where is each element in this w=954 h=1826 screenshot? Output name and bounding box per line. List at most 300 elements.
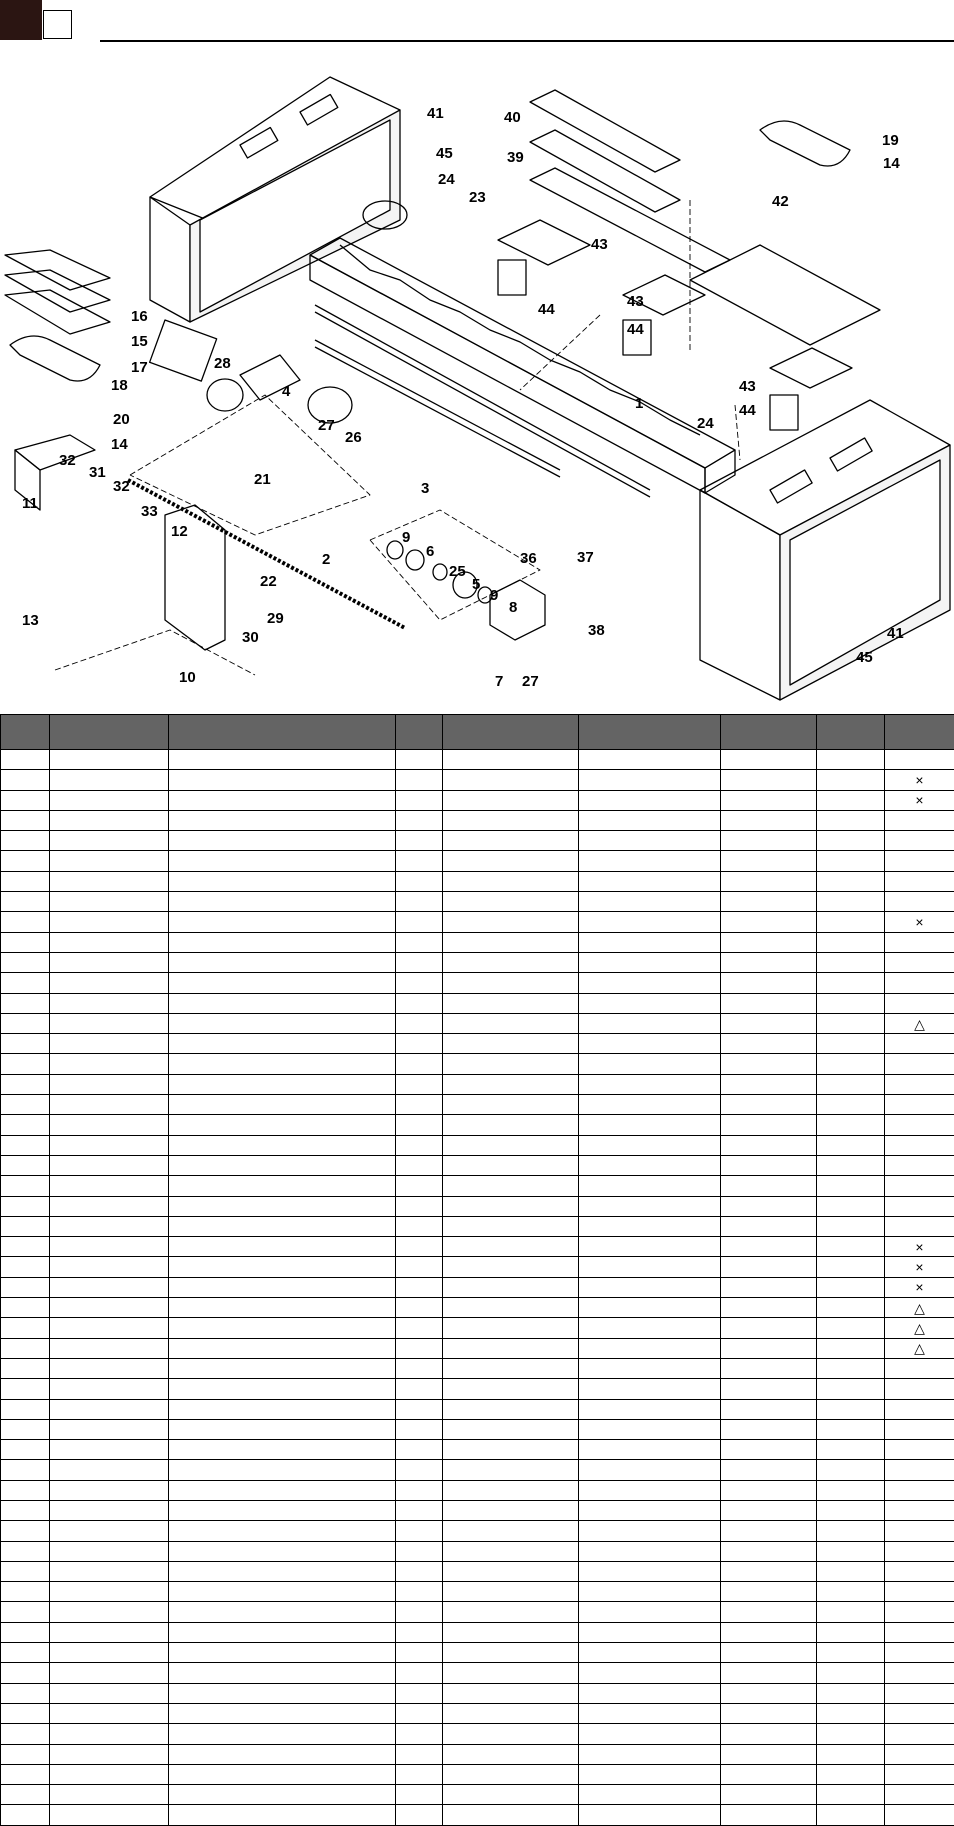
table-cell bbox=[396, 1521, 443, 1541]
plate-42-lower bbox=[690, 245, 880, 345]
table-cell bbox=[885, 1541, 954, 1561]
table-cell bbox=[721, 1500, 817, 1520]
table-cell bbox=[50, 1318, 169, 1338]
table-cell bbox=[579, 1521, 721, 1541]
table-row bbox=[1, 1095, 954, 1115]
table-cell bbox=[721, 831, 817, 851]
cable-carrier-lower bbox=[10, 336, 100, 381]
table-cell bbox=[579, 1399, 721, 1419]
table-cell bbox=[50, 1561, 169, 1581]
table-cell bbox=[169, 1744, 396, 1764]
table-row bbox=[1, 1703, 954, 1723]
table-cell bbox=[817, 1480, 885, 1500]
table-cell bbox=[579, 1744, 721, 1764]
table-row bbox=[1, 1622, 954, 1642]
table-cell bbox=[443, 1135, 579, 1155]
table-row bbox=[1, 750, 954, 770]
table-cell bbox=[817, 1095, 885, 1115]
table-cell bbox=[885, 871, 954, 891]
col-header bbox=[721, 715, 817, 750]
table-cell bbox=[817, 1257, 885, 1277]
table-cell bbox=[721, 810, 817, 830]
table-cell bbox=[50, 932, 169, 952]
table-cell bbox=[169, 790, 396, 810]
table-cell bbox=[169, 1013, 396, 1033]
table-cell bbox=[443, 1277, 579, 1297]
table-cell bbox=[50, 1805, 169, 1825]
table-cell bbox=[885, 1358, 954, 1378]
table-cell bbox=[885, 1419, 954, 1439]
table-cell bbox=[169, 912, 396, 932]
table-cell bbox=[396, 892, 443, 912]
table-cell bbox=[885, 1095, 954, 1115]
exploded-parts-diagram bbox=[0, 50, 954, 710]
table-cell bbox=[50, 1460, 169, 1480]
table-cell bbox=[885, 1196, 954, 1216]
table-cell bbox=[817, 1724, 885, 1744]
table-cell bbox=[721, 1338, 817, 1358]
table-cell bbox=[1, 1257, 50, 1277]
table-cell bbox=[443, 1724, 579, 1744]
table-cell bbox=[50, 1622, 169, 1642]
table-cell bbox=[885, 1663, 954, 1683]
table-cell bbox=[579, 1237, 721, 1257]
table-cell bbox=[579, 1155, 721, 1175]
table-cell bbox=[443, 1521, 579, 1541]
table-row bbox=[1, 1500, 954, 1520]
table-cell bbox=[885, 1764, 954, 1784]
table-cell bbox=[579, 1135, 721, 1155]
table-cell bbox=[1, 1054, 50, 1074]
table-cell bbox=[1, 1764, 50, 1784]
table-cell bbox=[721, 1622, 817, 1642]
table-row bbox=[1, 810, 954, 830]
table-cell bbox=[169, 851, 396, 871]
table-cell bbox=[443, 1379, 579, 1399]
table-row bbox=[1, 912, 954, 932]
table-cell bbox=[1, 1135, 50, 1155]
table-cell bbox=[396, 952, 443, 972]
table-cell bbox=[50, 1277, 169, 1297]
table-cell bbox=[817, 1135, 885, 1155]
table-cell bbox=[1, 1216, 50, 1236]
table-row bbox=[1, 790, 954, 810]
table-cell bbox=[396, 912, 443, 932]
table-cell bbox=[579, 1054, 721, 1074]
col-header bbox=[1, 715, 50, 750]
table-cell bbox=[169, 1703, 396, 1723]
table-cell bbox=[443, 1034, 579, 1054]
table-cell bbox=[579, 1683, 721, 1703]
table-cell bbox=[396, 1764, 443, 1784]
table-cell bbox=[396, 993, 443, 1013]
table-cell bbox=[579, 932, 721, 952]
table-row bbox=[1, 1541, 954, 1561]
mark-cell: × bbox=[885, 1277, 954, 1297]
table-cell bbox=[885, 750, 954, 770]
table-cell bbox=[579, 1561, 721, 1581]
table-cell bbox=[817, 1663, 885, 1683]
table-cell bbox=[721, 1460, 817, 1480]
callout-7: 7 bbox=[495, 673, 503, 690]
table-cell bbox=[1, 1643, 50, 1663]
table-cell bbox=[885, 1480, 954, 1500]
table-cell bbox=[817, 1318, 885, 1338]
table-row bbox=[1, 892, 954, 912]
parts-list-table bbox=[0, 714, 954, 1826]
table-cell bbox=[50, 1338, 169, 1358]
table-cell bbox=[721, 1013, 817, 1033]
table-cell bbox=[1, 1724, 50, 1744]
table-cell bbox=[721, 1034, 817, 1054]
table-cell bbox=[443, 1216, 579, 1236]
table-cell bbox=[579, 1379, 721, 1399]
table-cell bbox=[396, 1440, 443, 1460]
callout-25: 25 bbox=[449, 563, 466, 580]
table-cell bbox=[396, 750, 443, 770]
table-cell bbox=[50, 1643, 169, 1663]
table-cell bbox=[579, 1764, 721, 1784]
table-cell bbox=[817, 1764, 885, 1784]
table-cell bbox=[50, 1013, 169, 1033]
table-cell bbox=[579, 1440, 721, 1460]
callout-16: 16 bbox=[131, 308, 148, 325]
table-cell bbox=[721, 1561, 817, 1581]
table-cell bbox=[579, 871, 721, 891]
table-cell bbox=[169, 1115, 396, 1135]
table-cell bbox=[50, 912, 169, 932]
table-cell bbox=[885, 851, 954, 871]
table-cell bbox=[443, 1440, 579, 1460]
table-cell bbox=[721, 1155, 817, 1175]
table-cell bbox=[169, 1541, 396, 1561]
table-cell bbox=[817, 1176, 885, 1196]
table-cell bbox=[579, 892, 721, 912]
table-cell bbox=[50, 1095, 169, 1115]
table-cell bbox=[721, 1663, 817, 1683]
table-cell bbox=[50, 1135, 169, 1155]
table-cell bbox=[817, 1500, 885, 1520]
table-cell bbox=[169, 1480, 396, 1500]
table-cell bbox=[443, 1561, 579, 1581]
table-cell bbox=[50, 1582, 169, 1602]
table-cell bbox=[579, 1176, 721, 1196]
table-cell bbox=[721, 1582, 817, 1602]
table-cell bbox=[169, 993, 396, 1013]
table-cell bbox=[443, 1115, 579, 1135]
table-cell bbox=[579, 790, 721, 810]
table-cell bbox=[817, 1216, 885, 1236]
table-cell bbox=[396, 1237, 443, 1257]
table-cell bbox=[443, 1663, 579, 1683]
table-cell bbox=[1, 1460, 50, 1480]
table-cell bbox=[169, 750, 396, 770]
cover-17 bbox=[5, 290, 110, 334]
callout-32: 32 bbox=[113, 478, 130, 495]
table-cell bbox=[169, 1216, 396, 1236]
table-cell bbox=[443, 1013, 579, 1033]
cable-carrier-upper bbox=[760, 121, 850, 166]
callout-44: 44 bbox=[538, 301, 555, 318]
table-cell bbox=[443, 1318, 579, 1338]
col-header bbox=[817, 715, 885, 750]
table-cell bbox=[396, 1257, 443, 1277]
table-cell bbox=[817, 810, 885, 830]
table-row bbox=[1, 1460, 954, 1480]
table-cell bbox=[817, 1643, 885, 1663]
table-cell bbox=[579, 831, 721, 851]
callout-13: 13 bbox=[22, 612, 39, 629]
table-cell bbox=[50, 1379, 169, 1399]
table-cell bbox=[443, 1785, 579, 1805]
table-cell bbox=[817, 1196, 885, 1216]
table-cell bbox=[169, 1785, 396, 1805]
table-cell bbox=[1, 1785, 50, 1805]
table-cell bbox=[579, 810, 721, 830]
table-cell bbox=[721, 1277, 817, 1297]
callout-41: 41 bbox=[427, 105, 444, 122]
col-header bbox=[50, 715, 169, 750]
callout-15: 15 bbox=[131, 333, 148, 350]
callout-14: 14 bbox=[111, 436, 128, 453]
table-cell bbox=[169, 770, 396, 790]
table-cell bbox=[721, 1318, 817, 1338]
table-cell bbox=[721, 1095, 817, 1115]
table-cell bbox=[443, 1074, 579, 1094]
table-cell bbox=[817, 1541, 885, 1561]
table-cell bbox=[1, 1582, 50, 1602]
table-row bbox=[1, 993, 954, 1013]
table-cell bbox=[1, 1074, 50, 1094]
table-cell bbox=[721, 1744, 817, 1764]
table-row bbox=[1, 1724, 954, 1744]
table-cell bbox=[169, 1155, 396, 1175]
table-cell bbox=[443, 952, 579, 972]
callout-36: 36 bbox=[520, 550, 537, 567]
table-cell bbox=[169, 1643, 396, 1663]
table-cell bbox=[817, 871, 885, 891]
table-cell bbox=[169, 1602, 396, 1622]
table-cell bbox=[721, 1176, 817, 1196]
table-cell bbox=[1, 1338, 50, 1358]
table-cell bbox=[579, 1034, 721, 1054]
table-cell bbox=[396, 1115, 443, 1135]
table-cell bbox=[169, 1318, 396, 1338]
callout-21: 21 bbox=[254, 471, 271, 488]
callout-1: 1 bbox=[635, 395, 643, 412]
linear-guide-upper bbox=[315, 305, 650, 490]
table-cell bbox=[50, 1785, 169, 1805]
table-row bbox=[1, 1643, 954, 1663]
table-cell bbox=[1, 1358, 50, 1378]
table-cell bbox=[579, 912, 721, 932]
table-cell bbox=[169, 973, 396, 993]
table-cell bbox=[579, 1663, 721, 1683]
table-cell bbox=[721, 932, 817, 952]
table-cell bbox=[169, 892, 396, 912]
table-cell bbox=[721, 1054, 817, 1074]
table-cell bbox=[817, 1115, 885, 1135]
table-cell bbox=[396, 1561, 443, 1581]
table-cell bbox=[169, 871, 396, 891]
table-cell bbox=[443, 1643, 579, 1663]
table-cell bbox=[885, 1643, 954, 1663]
table-cell bbox=[1, 1237, 50, 1257]
table-cell bbox=[721, 1440, 817, 1460]
table-row bbox=[1, 1318, 954, 1338]
table-cell bbox=[579, 770, 721, 790]
table-row bbox=[1, 1013, 954, 1033]
mark-cell: △ bbox=[885, 1298, 954, 1318]
table-cell bbox=[396, 1034, 443, 1054]
table-cell bbox=[721, 1724, 817, 1744]
callout-27: 27 bbox=[522, 673, 539, 690]
table-cell bbox=[1, 790, 50, 810]
table-cell bbox=[885, 1135, 954, 1155]
table-cell bbox=[50, 810, 169, 830]
table-cell bbox=[721, 892, 817, 912]
table-cell bbox=[885, 1440, 954, 1460]
table-cell bbox=[50, 1115, 169, 1135]
table-cell bbox=[443, 1703, 579, 1723]
callout-24: 24 bbox=[697, 415, 714, 432]
mark-cell: × bbox=[885, 1257, 954, 1277]
callout-6: 6 bbox=[426, 543, 434, 560]
table-cell bbox=[817, 1034, 885, 1054]
table-row bbox=[1, 1237, 954, 1257]
table-cell bbox=[169, 1561, 396, 1581]
table-cell bbox=[579, 1703, 721, 1723]
table-cell bbox=[579, 750, 721, 770]
table-cell bbox=[443, 1582, 579, 1602]
table-cell bbox=[1, 1440, 50, 1460]
table-cell bbox=[721, 1419, 817, 1439]
callout-3: 3 bbox=[421, 480, 429, 497]
table-cell bbox=[1, 1622, 50, 1642]
table-cell bbox=[579, 1602, 721, 1622]
callout-44: 44 bbox=[627, 321, 644, 338]
table-cell bbox=[169, 1805, 396, 1825]
table-cell bbox=[721, 1521, 817, 1541]
table-cell bbox=[169, 1521, 396, 1541]
table-cell bbox=[396, 1135, 443, 1155]
table-row bbox=[1, 1034, 954, 1054]
table-cell bbox=[443, 750, 579, 770]
table-cell bbox=[169, 1237, 396, 1257]
plate-42-upper bbox=[530, 168, 730, 272]
table-cell bbox=[817, 1399, 885, 1419]
table-cell bbox=[579, 1805, 721, 1825]
table-cell bbox=[169, 1419, 396, 1439]
table-cell bbox=[1, 1399, 50, 1419]
table-cell bbox=[817, 1054, 885, 1074]
table-cell bbox=[885, 1379, 954, 1399]
table-cell bbox=[443, 1480, 579, 1500]
table-cell bbox=[885, 973, 954, 993]
table-row bbox=[1, 770, 954, 790]
housing-4 bbox=[240, 355, 300, 400]
table-row bbox=[1, 1785, 954, 1805]
callout-42: 42 bbox=[772, 193, 789, 210]
table-cell bbox=[1, 1176, 50, 1196]
callout-41: 41 bbox=[887, 625, 904, 642]
callout-29: 29 bbox=[267, 610, 284, 627]
table-cell bbox=[885, 1683, 954, 1703]
table-cell bbox=[721, 1602, 817, 1622]
table-cell bbox=[885, 831, 954, 851]
callout-10: 10 bbox=[179, 669, 196, 686]
table-cell bbox=[721, 1358, 817, 1378]
table-cell bbox=[721, 790, 817, 810]
table-cell bbox=[443, 973, 579, 993]
table-cell bbox=[817, 1379, 885, 1399]
table-cell bbox=[396, 1602, 443, 1622]
table-cell bbox=[50, 1440, 169, 1460]
callout-18: 18 bbox=[111, 377, 128, 394]
table-cell bbox=[817, 831, 885, 851]
table-cell bbox=[443, 1500, 579, 1520]
table-cell bbox=[579, 1013, 721, 1033]
table-cell bbox=[396, 790, 443, 810]
table-cell bbox=[885, 892, 954, 912]
table-row bbox=[1, 1602, 954, 1622]
callout-23: 23 bbox=[469, 189, 486, 206]
callout-44: 44 bbox=[739, 402, 756, 419]
part-21 bbox=[207, 379, 243, 411]
table-row bbox=[1, 1521, 954, 1541]
bracket-11 bbox=[15, 435, 95, 470]
table-cell bbox=[579, 1724, 721, 1744]
table-cell bbox=[1, 973, 50, 993]
table-cell bbox=[169, 1683, 396, 1703]
table-cell bbox=[817, 1744, 885, 1764]
table-cell bbox=[817, 1358, 885, 1378]
table-cell bbox=[721, 1216, 817, 1236]
table-cell bbox=[1, 1155, 50, 1175]
header-rule bbox=[100, 40, 954, 42]
callout-33: 33 bbox=[141, 503, 158, 520]
table-cell bbox=[396, 1358, 443, 1378]
table-cell bbox=[817, 952, 885, 972]
table-cell bbox=[817, 1460, 885, 1480]
table-cell bbox=[443, 1602, 579, 1622]
callout-24: 24 bbox=[438, 171, 455, 188]
table-row bbox=[1, 1155, 954, 1175]
table-cell bbox=[579, 1582, 721, 1602]
table-cell bbox=[885, 932, 954, 952]
table-cell bbox=[1, 993, 50, 1013]
table-cell bbox=[396, 1663, 443, 1683]
table-cell bbox=[579, 1338, 721, 1358]
table-cell bbox=[1, 932, 50, 952]
table-cell bbox=[169, 1622, 396, 1642]
table-cell bbox=[443, 912, 579, 932]
table-cell bbox=[443, 1095, 579, 1115]
table-cell bbox=[169, 1196, 396, 1216]
table-cell bbox=[885, 1399, 954, 1419]
table-cell bbox=[396, 1399, 443, 1419]
table-cell bbox=[50, 1216, 169, 1236]
table-cell bbox=[817, 1805, 885, 1825]
table-cell bbox=[396, 1379, 443, 1399]
table-cell bbox=[169, 1663, 396, 1683]
callout-28: 28 bbox=[214, 355, 231, 372]
callout-17: 17 bbox=[131, 359, 148, 376]
table-row bbox=[1, 1176, 954, 1196]
table-cell bbox=[579, 973, 721, 993]
table-cell bbox=[443, 1419, 579, 1439]
table-cell bbox=[885, 1034, 954, 1054]
